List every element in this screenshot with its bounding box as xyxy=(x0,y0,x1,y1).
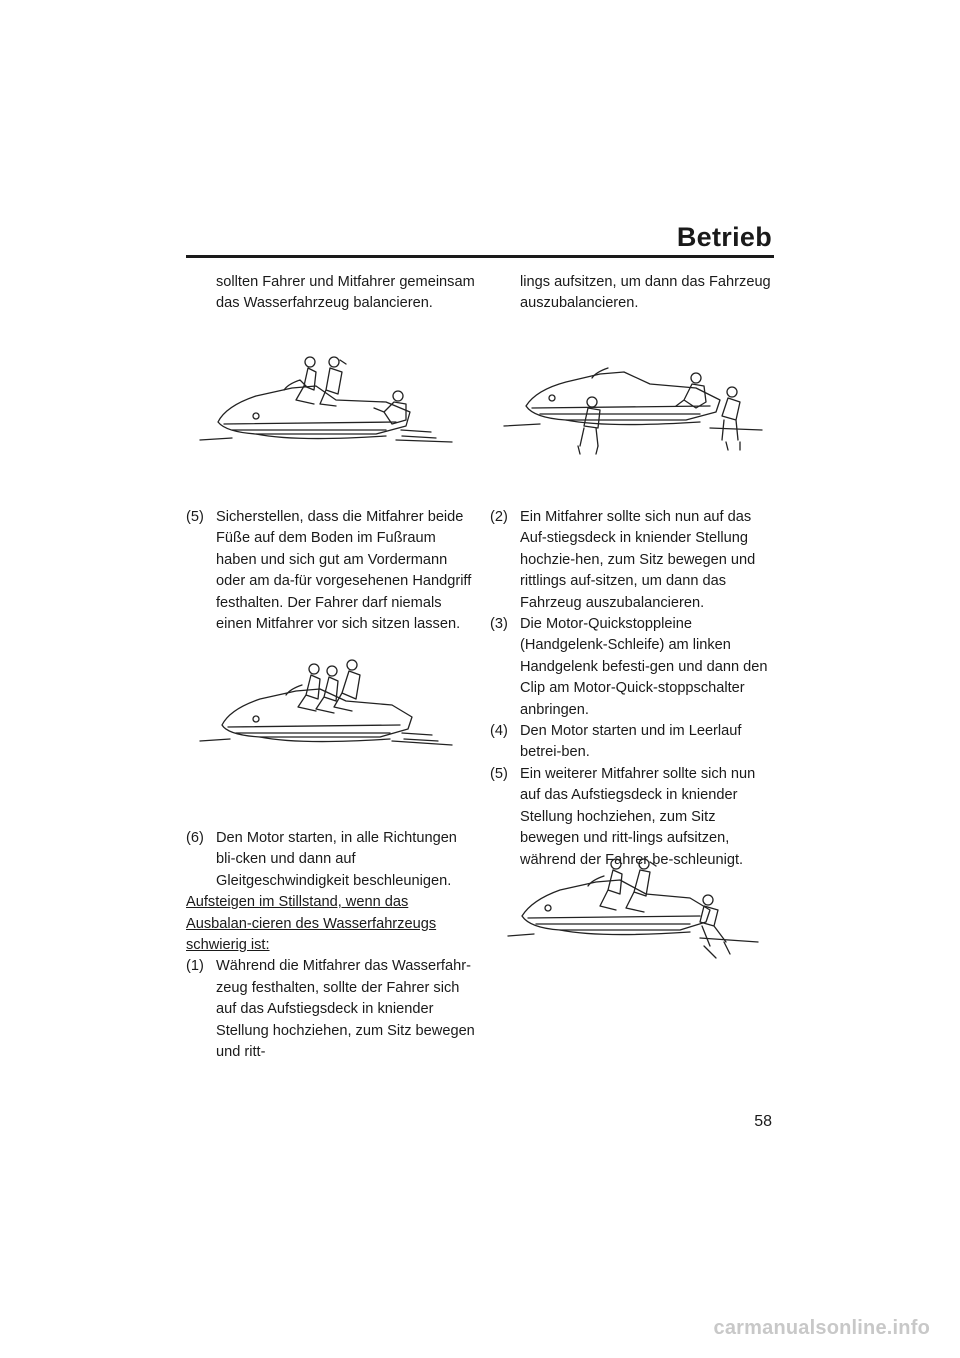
step-text: Während die Mitfahrer das Wasserfahr-zeug festhalten, sollte der Fahrer sich auf das Aufstiegsdeck in kniender Stellung hochziehen, zum Sitz bewegen und ritt- xyxy=(216,958,475,1061)
right-continuation xyxy=(490,272,776,315)
watercraft-rear-boarding-icon xyxy=(504,850,762,970)
step-item xyxy=(490,507,776,614)
step-item xyxy=(490,614,776,721)
step-text: Den Motor starten, in alle Richtungen bli-cken und dann auf Gleitgeschwindigkeit beschleunigen. xyxy=(216,830,457,889)
step-text: Ein Mitfahrer sollte sich nun auf das Auf-stiegsdeck in kniender Stellung hochzie-hen, zum Sitz bewegen und rittlings auf-sitzen, um dann das Fahrzeug auszubalancieren. xyxy=(520,509,756,611)
figure-riders-boarding-rear xyxy=(196,350,456,455)
section-title: Betrieb xyxy=(676,222,772,252)
step-text: Den Motor starten und im Leerlauf betrei-ben. xyxy=(520,723,742,761)
step-item xyxy=(186,828,476,892)
step-text: Sicherstellen, dass die Mitfahrer beide Füße auf dem Boden im Fußraum haben und sich gut am Vordermann oder am da-für vorgesehenen Handgriff festhalten. Der Fahrer darf niemals einen Mitfahrer vor sich sitzen lassen. xyxy=(216,509,472,633)
watercraft-riders-icon xyxy=(196,350,456,455)
step-item xyxy=(186,956,476,1063)
left-lower-block xyxy=(186,828,476,1063)
left-continuation-text: sollten Fahrer und Mitfahrer gemeinsam das Wasserfahrzeug balancieren. xyxy=(216,274,475,312)
step-item xyxy=(186,507,476,635)
step-text: Ein weiterer Mitfahrer sollte sich nun auf das Aufstiegsdeck in kniender Stellung hochziehen, zum Sitz bewegen und ritt-lings aufsitzen, während der Fahrer be-schleunigt. xyxy=(520,765,756,868)
right-continuation-text: lings aufsitzen, um dann das Fahrzeug auszubalancieren. xyxy=(520,274,771,312)
step-text: Die Motor-Quickstoppleine (Handgelenk-Schleife) am linken Handgelenk befesti-gen und dann den Clip am Motor-Quick-stoppschalter anbringen. xyxy=(520,616,768,718)
step-number: (2) xyxy=(490,509,508,525)
step-number: (4) xyxy=(490,723,508,740)
step-number: (6) xyxy=(186,830,204,846)
watermark: carmanualsonline.info xyxy=(713,1317,930,1339)
step-number: (5) xyxy=(490,765,508,782)
step-number: (3) xyxy=(490,616,508,633)
step-item xyxy=(490,721,776,764)
title-divider xyxy=(186,255,774,258)
watercraft-boarding-icon xyxy=(500,350,765,460)
step-number: (1) xyxy=(186,958,204,975)
left-step-5 xyxy=(186,507,476,635)
step-number: (5) xyxy=(186,509,204,525)
page-number: 58 xyxy=(754,1113,772,1130)
watercraft-three-riders-icon xyxy=(196,655,456,760)
figure-rear-boarding xyxy=(504,850,762,970)
left-continuation xyxy=(186,272,476,315)
right-steps xyxy=(490,507,776,871)
figure-boarding-from-water xyxy=(500,350,765,460)
subheading: Aufsteigen im Stillstand, wenn das Ausbalan-cieren des Wasserfahrzeugs schwierig ist: xyxy=(186,894,437,954)
figure-three-riders xyxy=(196,655,456,760)
